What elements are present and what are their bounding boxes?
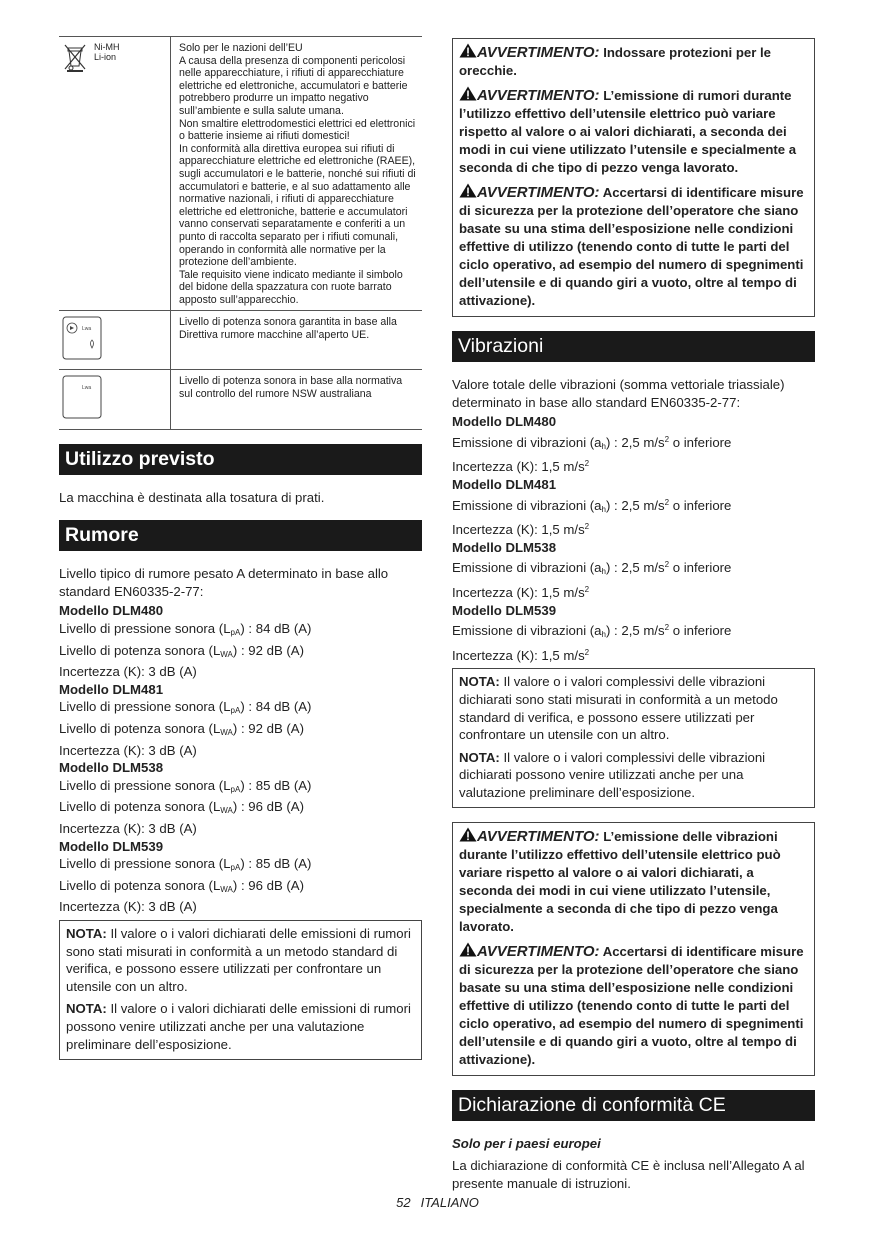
uncertainty-line: Incertezza (K): 1,5 $m/s^2$ [452, 522, 590, 538]
noise-model-block [59, 759, 422, 837]
warning-paragraph: AVVERTIMENTO: L’emissione di rumori durante l’utilizzo effettivo dell’utensile elettrico può variare rispetto al valore o ai valori dichiarati, a seconda dei modi in cui viene utilizzato l’utensile e specialmente a seconda di che tipo di pezzo venga lavorato. [459, 87, 797, 175]
vibration-model-block [452, 602, 815, 665]
vibrazioni-intro: Valore totale delle vibrazioni (somma vettoriale triassiale) determinato in base allo standard EN60335-2-77: [452, 377, 785, 410]
lwa-line: Livello di potenza sonora $(L_{WA})$ : 92 dB (A) [59, 642, 304, 659]
symbol-cell [59, 37, 171, 311]
warning-paragraph: AVVERTIMENTO: L’emissione delle vibrazioni durante l’utilizzo effettivo dell’utensile elettrico può variare rispetto al valore o ai valori dichiarati, a seconda dei modi in cui viene utilizzato l’utensile, specialmente a seconda di che tipo di pezzo venga lavorato. [459, 828, 781, 935]
lpa-line: Livello di pressione sonora $(L_{pA})$ : 85 dB (A) [59, 856, 312, 873]
symbol-cell [59, 311, 171, 370]
model-name: Modello DLM539 [452, 602, 557, 618]
left-column [59, 36, 422, 1060]
language-label: ITALIANO [420, 1195, 479, 1210]
uncertainty-line: Incertezza (K): 3 dB (A) [59, 820, 197, 836]
uncertainty-line: Incertezza (K): 1,5 $m/s^2$ [452, 459, 590, 475]
symbol-text: Livello di potenza sonora in base alla normativa sul controllo del rumore NSW australiana [171, 370, 423, 430]
page-footer [0, 1195, 875, 1210]
symbol-row-eu-noise [59, 311, 422, 370]
warning-triangle-icon [459, 827, 477, 842]
warning-paragraph: AVVERTIMENTO: Accertarsi di identificare misure di sicurezza per la protezione dell’operatore che siano basate su una stima dell’esposizione nelle condizioni effettive di utilizzo (tenendo conto di tutte le parti del ciclo operativo, ad esempio del numero di spegnimenti dell’utensile e di quando giri a vuoto, oltre al tempo di attivazione). [459, 943, 804, 1068]
symbol-row-weee [59, 37, 422, 311]
warning-box-vibration [452, 822, 815, 1076]
battery-type-label: Ni-MH [94, 42, 120, 52]
note-paragraph: NOTA: Il valore o i valori dichiarati delle emissioni di rumori sono stati misurati in conformità a un metodo standard di verifica, e possono essere utilizzati per confrontare un utensile con un altro. [66, 925, 411, 994]
symbol-text: Livello di potenza sonora garantita in base alla Direttiva rumore macchine all’aperto UE. [171, 311, 423, 370]
lwa-mark: Lwa [82, 385, 92, 392]
lpa-line: Livello di pressione sonora $(L_{pA})$ : 85 dB (A) [59, 777, 312, 794]
warning-triangle-icon [459, 183, 477, 198]
vibration-model-block [452, 539, 815, 602]
lwa-line: Livello di potenza sonora $(L_{WA})$ : 96 dB (A) [59, 877, 304, 894]
model-name: Modello DLM539 [59, 838, 164, 854]
warning-paragraph: AVVERTIMENTO: Accertarsi di identificare misure di sicurezza per la protezione dell’operatore che siano basate su una stima dell’esposizione nelle condizioni effettive di utilizzo (tenendo conto di tutte le parti del ciclo operativo, ad esempio del numero di spegnimenti dell’utensile e di quando giri a vuoto, oltre al tempo di attivazione). [459, 184, 804, 308]
warning-triangle-icon [459, 942, 477, 957]
noise-model-block [59, 838, 422, 916]
lwa-line: Livello di potenza sonora $(L_{WA})$ : 92 dB (A) [59, 721, 304, 737]
uncertainty-line: Incertezza (K): 1,5 $m/s^2$ [452, 647, 590, 663]
symbol-row-nsw-noise [59, 370, 422, 430]
emission-line: Emissione di vibrazioni $(a_h)$ : 2,5 $m/s^2$ o inferiore [452, 434, 732, 451]
section-heading-vibrazioni: Vibrazioni [452, 331, 815, 362]
lpa-line: Livello di pressione sonora $(L_{pA})$ : 84 dB (A) [59, 699, 312, 716]
uncertainty-line: Incertezza (K): 3 dB (A) [59, 664, 197, 680]
lwa-line: Livello di potenza sonora $(L_{WA})$ : 96 dB (A) [59, 799, 304, 816]
section-heading-conformita: Dichiarazione di conformità CE [452, 1090, 815, 1121]
note-paragraph: NOTA: Il valore o i valori complessivi delle vibrazioni dichiarati sono stati misurati in conformità a un metodo standard di verifica, e possono essere utilizzati per confrontare un utensile con un altro. [459, 674, 778, 743]
noise-model-block [59, 681, 422, 759]
warning-triangle-icon [459, 86, 477, 101]
rumore-intro: Livello tipico di rumore pesato A determinato in base allo standard EN60335-2-77: [59, 566, 389, 599]
lwa-mark: Lwa [82, 326, 92, 333]
conformita-subtitle: Solo per i paesi europei [452, 1136, 601, 1152]
model-name: Modello DLM481 [59, 681, 164, 697]
emission-line: Emissione di vibrazioni $(a_h)$ : 2,5 $m/s^2$ o inferiore [452, 560, 732, 577]
vibration-model-block [452, 476, 815, 539]
warning-box-noise [452, 38, 815, 317]
conformita-text: La dichiarazione di conformità CE è inclusa nell’Allegato A al presente manuale di istruzioni. [452, 1158, 805, 1191]
section-heading-rumore: Rumore [59, 520, 422, 551]
utilizzo-text: La macchina è destinata alla tosatura di prati. [59, 489, 325, 505]
page-number: 52 [396, 1195, 411, 1210]
vibration-model-list [452, 413, 815, 664]
symbol-cell [59, 370, 171, 430]
model-name: Modello DLM480 [452, 414, 557, 430]
noise-model-block [59, 602, 422, 680]
warning-paragraph: AVVERTIMENTO: Indossare protezioni per le orecchie. [459, 44, 771, 78]
uncertainty-line: Incertezza (K): 1,5 $m/s^2$ [452, 584, 590, 600]
nsw-sound-power-label-icon [62, 375, 102, 419]
vibration-model-block [452, 413, 815, 476]
vibration-note-box [452, 668, 815, 808]
model-name: Modello DLM480 [59, 603, 164, 619]
section-heading-utilizzo: Utilizzo previsto [59, 444, 422, 475]
model-name: Modello DLM538 [59, 760, 164, 776]
noise-note-box [59, 920, 422, 1060]
lpa-line: Livello di pressione sonora $(L_{pA})$ : 84 dB (A) [59, 621, 312, 638]
right-column [452, 38, 815, 1192]
uncertainty-line: Incertezza (K): 3 dB (A) [59, 899, 197, 915]
emission-line: Emissione di vibrazioni $(a_h)$ : 2,5 $m/s^2$ o inferiore [452, 623, 732, 640]
model-name: Modello DLM538 [452, 539, 557, 555]
warning-triangle-icon [459, 43, 477, 58]
note-paragraph: NOTA: Il valore o i valori dichiarati delle emissioni di rumori possono venire utilizzati anche per una valutazione preliminare dell’esposizione. [66, 1001, 411, 1052]
noise-model-list [59, 602, 422, 916]
crossed-bin-icon [62, 42, 88, 72]
eu-sound-power-label-icon [62, 316, 102, 360]
battery-type-label: Li-ion [94, 52, 117, 62]
symbol-text: Solo per le nazioni dell’EU A causa della presenza di componenti pericolosi nelle apparecchiature, i rifiuti di apparecchiature elettriche ed elettroniche, accumulatori e batterie potrebbero produrre un impatto negativo sull’ambiente e sulla salute umana. Non smaltire elettrodomestici elettrici ed elettronici o batterie insieme ai rifiuti domestici! In conformità alla direttiva europea sui rifiuti di apparecchiature elettriche ed elettroniche (RAEE), sugli accumulatori e le batterie, nonché sui rifiuti di accumulatori e batterie, e al suo adattamento alle normative nazionali, i rifiuti di apparecchiature elettriche ed elettroniche, batterie e accumulatori vanno conservati separatamente e conferiti a un punto di raccolta separato per i rifiuti comunali, operando in conformità alle normative per la protezione dell’ambiente. Tale requisito viene indicato mediante il simbolo del bidone della spazzatura con ruote barrato apposto sull’apparecchio. [171, 37, 423, 311]
note-paragraph: NOTA: Il valore o i valori complessivi delle vibrazioni dichiarati possono venire utilizzati anche per una valutazione preliminare dell’esposizione. [459, 749, 766, 800]
model-name: Modello DLM481 [452, 476, 557, 492]
emission-line: Emissione di vibrazioni $(a_h)$ : 2,5 $m/s^2$ o inferiore [452, 497, 732, 514]
uncertainty-line: Incertezza (K): 3 dB (A) [59, 742, 197, 758]
symbols-table [59, 36, 422, 430]
